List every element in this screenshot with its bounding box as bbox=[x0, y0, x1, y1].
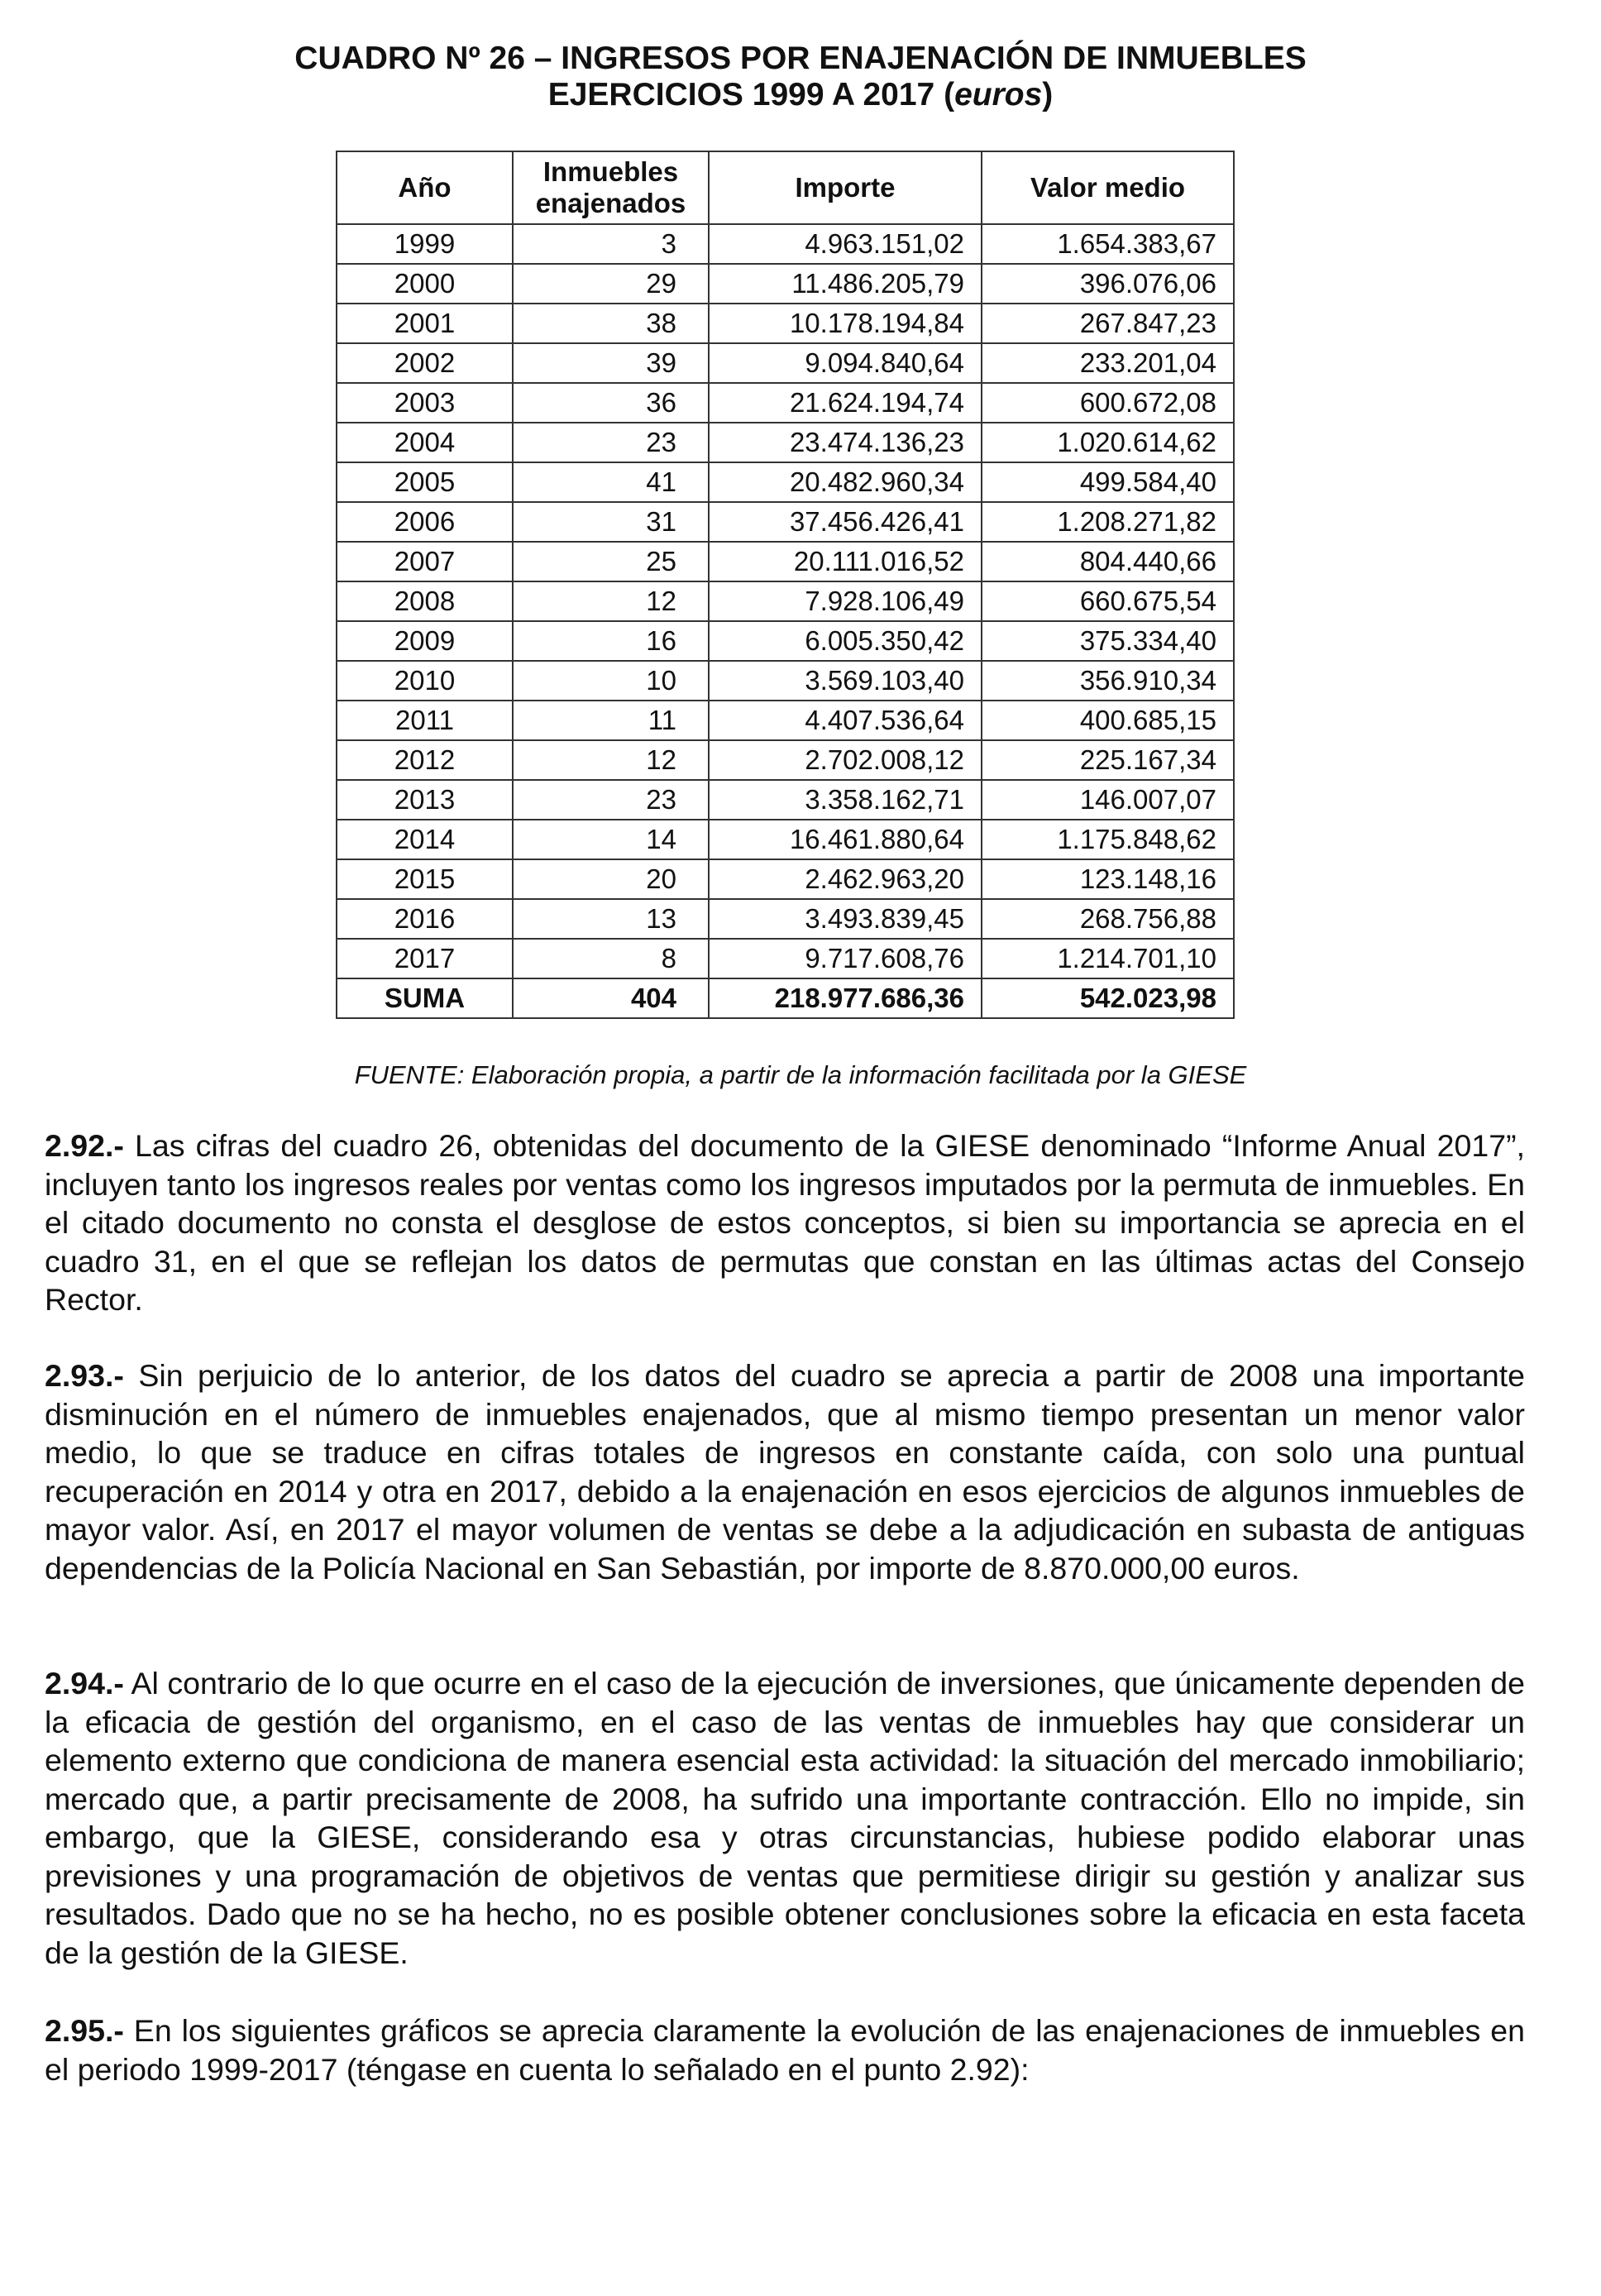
cell-amount: 21.624.194,74 bbox=[709, 383, 982, 423]
table-row bbox=[337, 740, 1234, 780]
cell-properties-sold: 25 bbox=[513, 542, 709, 581]
cell-amount: 10.178.194,84 bbox=[709, 304, 982, 343]
cell-average-value: 396.076,06 bbox=[982, 264, 1234, 304]
cell-average-value: 1.175.848,62 bbox=[982, 820, 1234, 859]
cell-year: 2008 bbox=[337, 581, 513, 621]
table-row bbox=[337, 621, 1234, 661]
table-row bbox=[337, 502, 1234, 542]
cell-average-value: 146.007,07 bbox=[982, 780, 1234, 820]
cell-amount: 23.474.136,23 bbox=[709, 423, 982, 462]
cell-amount: 7.928.106,49 bbox=[709, 581, 982, 621]
cell-year: 2003 bbox=[337, 383, 513, 423]
table-row bbox=[337, 423, 1234, 462]
cell-average-value: 660.675,54 bbox=[982, 581, 1234, 621]
cell-amount: 11.486.205,79 bbox=[709, 264, 982, 304]
cell-average-value: 1.214.701,10 bbox=[982, 939, 1234, 978]
paragraph-text: Las cifras del cuadro 26, obtenidas del documento de la GIESE denominado “Informe Anual 2017”, incluyen tanto los ingresos reales por ventas como los ingresos imputados por la permuta de inmuebles. En el citado documento no consta el desglose de estos conceptos, si bien su importancia se aprecia en el cuadro 31, en el que se reflejan los datos de permutas que constan en las últimas actas del Consejo Rector. bbox=[45, 1128, 1525, 1317]
cell-year: 2005 bbox=[337, 462, 513, 502]
table-title-line-2 bbox=[0, 76, 1601, 114]
cell-properties-sold: 36 bbox=[513, 383, 709, 423]
table-row bbox=[337, 661, 1234, 701]
paragraph-2-93 bbox=[45, 1356, 1525, 1587]
cell-amount: 9.094.840,64 bbox=[709, 343, 982, 383]
table-body bbox=[337, 224, 1234, 1018]
cell-year: 2012 bbox=[337, 740, 513, 780]
cell-average-value: 804.440,66 bbox=[982, 542, 1234, 581]
cell-properties-sold: 10 bbox=[513, 661, 709, 701]
table-header-row bbox=[337, 151, 1234, 224]
table-row bbox=[337, 542, 1234, 581]
cell-properties-sold: 13 bbox=[513, 899, 709, 939]
cell-average-value: 600.672,08 bbox=[982, 383, 1234, 423]
cell-properties-sold: 29 bbox=[513, 264, 709, 304]
cell-amount: 6.005.350,42 bbox=[709, 621, 982, 661]
table-row bbox=[337, 780, 1234, 820]
cell-average-value: 1.020.614,62 bbox=[982, 423, 1234, 462]
cell-average-value: 1.654.383,67 bbox=[982, 224, 1234, 264]
cell-average-value: 1.208.271,82 bbox=[982, 502, 1234, 542]
paragraph-number: 2.95.- bbox=[45, 2013, 124, 2048]
cell-properties-sold: 11 bbox=[513, 701, 709, 740]
cell-amount: 3.358.162,71 bbox=[709, 780, 982, 820]
sales-income-table bbox=[336, 151, 1235, 1019]
cell-properties-sold: 31 bbox=[513, 502, 709, 542]
cell-amount: 2.462.963,20 bbox=[709, 859, 982, 899]
cell-average-value: 233.201,04 bbox=[982, 343, 1234, 383]
paragraph-number: 2.93.- bbox=[45, 1358, 124, 1393]
cell-year: 1999 bbox=[337, 224, 513, 264]
table-title-unit: euros bbox=[954, 77, 1043, 112]
cell-amount: 37.456.426,41 bbox=[709, 502, 982, 542]
cell-amount: 9.717.608,76 bbox=[709, 939, 982, 978]
paragraph-text: En los siguientes gráficos se aprecia claramente la evolución de las enajenaciones de inmuebles en el periodo 1999-2017 (téngase en cuenta lo señalado en el punto 2.92): bbox=[45, 2013, 1525, 2087]
total-cell-amount: 218.977.686,36 bbox=[709, 978, 982, 1018]
cell-average-value: 400.685,15 bbox=[982, 701, 1234, 740]
cell-properties-sold: 16 bbox=[513, 621, 709, 661]
cell-year: 2004 bbox=[337, 423, 513, 462]
table-row bbox=[337, 701, 1234, 740]
cell-year: 2006 bbox=[337, 502, 513, 542]
cell-year: 2016 bbox=[337, 899, 513, 939]
cell-properties-sold: 20 bbox=[513, 859, 709, 899]
paragraph-text: Al contrario de lo que ocurre en el caso de la ejecución de inversiones, que únicamente dependen de la eficacia de gestión del organismo, en el caso de las ventas de inmuebles hay que considerar un elemento externo que condiciona de manera esencial esta actividad: la situación del mercado inmobiliario; mercado que, a partir precisamente de 2008, ha sufrido una importante contracción. Ello no impide, sin embargo, que la GIESE, considerando esa y otras circunstancias, hubiese podido elaborar unas previsiones y una programación de objetivos de ventas que permitiese dirigir su gestión y analizar sus resultados. Dado que no se ha hecho, no es posible obtener conclusiones sobre la eficacia en esta faceta de la gestión de la GIESE. bbox=[45, 1666, 1525, 1970]
cell-year: 2014 bbox=[337, 820, 513, 859]
cell-properties-sold: 23 bbox=[513, 423, 709, 462]
cell-average-value: 225.167,34 bbox=[982, 740, 1234, 780]
table-row bbox=[337, 581, 1234, 621]
cell-average-value: 356.910,34 bbox=[982, 661, 1234, 701]
cell-year: 2011 bbox=[337, 701, 513, 740]
cell-year: 2007 bbox=[337, 542, 513, 581]
table-row bbox=[337, 859, 1234, 899]
cell-properties-sold: 12 bbox=[513, 581, 709, 621]
cell-amount: 4.407.536,64 bbox=[709, 701, 982, 740]
cell-properties-sold: 41 bbox=[513, 462, 709, 502]
cell-average-value: 499.584,40 bbox=[982, 462, 1234, 502]
cell-amount: 20.111.016,52 bbox=[709, 542, 982, 581]
cell-properties-sold: 23 bbox=[513, 780, 709, 820]
total-cell-average-value: 542.023,98 bbox=[982, 978, 1234, 1018]
cell-amount: 4.963.151,02 bbox=[709, 224, 982, 264]
total-cell-properties-sold: 404 bbox=[513, 978, 709, 1018]
cell-properties-sold: 8 bbox=[513, 939, 709, 978]
cell-amount: 20.482.960,34 bbox=[709, 462, 982, 502]
cell-amount: 3.493.839,45 bbox=[709, 899, 982, 939]
cell-amount: 3.569.103,40 bbox=[709, 661, 982, 701]
cell-year: 2013 bbox=[337, 780, 513, 820]
cell-properties-sold: 39 bbox=[513, 343, 709, 383]
table-row bbox=[337, 224, 1234, 264]
header-year: Año bbox=[337, 151, 513, 224]
cell-year: 2015 bbox=[337, 859, 513, 899]
cell-properties-sold: 38 bbox=[513, 304, 709, 343]
cell-properties-sold: 14 bbox=[513, 820, 709, 859]
cell-properties-sold: 12 bbox=[513, 740, 709, 780]
cell-year: 2002 bbox=[337, 343, 513, 383]
cell-average-value: 375.334,40 bbox=[982, 621, 1234, 661]
cell-year: 2001 bbox=[337, 304, 513, 343]
table-row bbox=[337, 939, 1234, 978]
cell-amount: 16.461.880,64 bbox=[709, 820, 982, 859]
table-total-row bbox=[337, 978, 1234, 1018]
table-row bbox=[337, 304, 1234, 343]
table-title-line-1: CUADRO Nº 26 – INGRESOS POR ENAJENACIÓN DE INMUEBLES bbox=[294, 41, 1307, 76]
table-title-years: EJERCICIOS 1999 A 2017 ( bbox=[547, 77, 955, 112]
cell-average-value: 123.148,16 bbox=[982, 859, 1234, 899]
cell-year: 2009 bbox=[337, 621, 513, 661]
paragraph-2-92 bbox=[45, 1126, 1525, 1319]
table-title-close: ) bbox=[1042, 77, 1054, 112]
paragraph-2-95 bbox=[45, 2011, 1525, 2088]
table-source-note: FUENTE: Elaboración propia, a partir de la información facilitada por la GIESE bbox=[354, 1060, 1247, 1089]
table-row bbox=[337, 462, 1234, 502]
cell-year: 2000 bbox=[337, 264, 513, 304]
table-row bbox=[337, 820, 1234, 859]
table-row bbox=[337, 343, 1234, 383]
table-row bbox=[337, 264, 1234, 304]
paragraph-2-94 bbox=[45, 1664, 1525, 1972]
cell-average-value: 267.847,23 bbox=[982, 304, 1234, 343]
table-row bbox=[337, 899, 1234, 939]
paragraph-number: 2.94.- bbox=[45, 1666, 124, 1700]
table-row bbox=[337, 383, 1234, 423]
cell-year: 2017 bbox=[337, 939, 513, 978]
header-average-value: Valor medio bbox=[982, 151, 1234, 224]
paragraph-text: Sin perjuicio de lo anterior, de los datos del cuadro se aprecia a partir de 2008 una importante disminución en el número de inmuebles enajenados, que al mismo tiempo presentan un menor valor medio, lo que se traduce en cifras totales de ingresos en constante caída, con solo una puntual recuperación en 2014 y otra en 2017, debido a la enajenación en esos ejercicios de algunos inmuebles de mayor valor. Así, en 2017 el mayor volumen de ventas se debe a la adjudicación en subasta de antiguas dependencias de la Policía Nacional en San Sebastián, por importe de 8.870.000,00 euros. bbox=[45, 1358, 1525, 1586]
header-amount: Importe bbox=[709, 151, 982, 224]
cell-average-value: 268.756,88 bbox=[982, 899, 1234, 939]
header-properties-sold: Inmuebles enajenados bbox=[513, 151, 709, 224]
total-cell-year: SUMA bbox=[337, 978, 513, 1018]
cell-year: 2010 bbox=[337, 661, 513, 701]
cell-amount: 2.702.008,12 bbox=[709, 740, 982, 780]
cell-properties-sold: 3 bbox=[513, 224, 709, 264]
paragraph-number: 2.92.- bbox=[45, 1128, 124, 1163]
